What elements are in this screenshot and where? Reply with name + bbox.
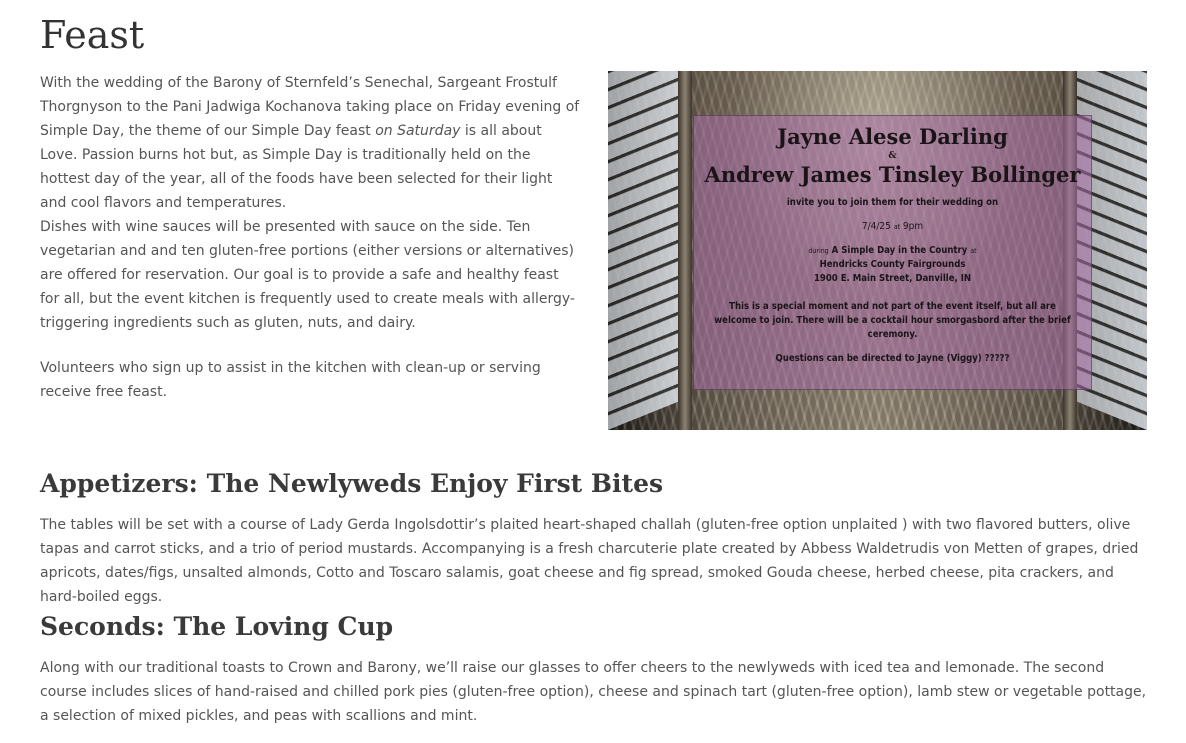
intro-text-part-2: is all about Love. Passion burns hot but, as Simple Day is traditionally held on the hottest day of the year, all of the foods have been selected for their light and cool flavors and temperatures.	[40, 123, 553, 211]
invitation-time: 9pm	[902, 221, 924, 232]
invitation-date-value: 7/4/25	[861, 221, 891, 232]
feast-intro	[40, 71, 580, 404]
intro-paragraph-1	[40, 71, 580, 215]
stone-pier-left	[678, 71, 692, 430]
appetizers-heading: Appetizers: The Newlyweds Enjoy First Bites	[40, 469, 664, 498]
invitation-invite-line: invite you to join them for their wedding on	[786, 197, 999, 208]
wedding-invitation-image	[608, 71, 1147, 430]
invitation-event-name: A Simple Day in the Country	[831, 245, 968, 256]
invitation-venue: Hendricks County Fairgrounds	[819, 259, 966, 270]
invitation-address: 1900 E. Main Street, Danville, IN	[813, 273, 972, 284]
seconds-text: Along with our traditional toasts to Crown and Barony, we’ll raise our glasses to offer cheers to the newlyweds with iced tea and lemonade. The second course includes slices of hand-raised and chilled pork pies (gluten-free option), cheese and spinach tart (gluten-free option), lamb stew or vegetable pottage, a selection of mixed pickles, and peas with scallions and mint.	[40, 660, 1147, 724]
invitation-at-word-2: at	[970, 247, 977, 255]
intro-text-part-1: With the wedding of the Barony of Sternfeld’s Senechal, Sargeant Frostulf Thorgnyson to the Pani Jadwiga Kochanova taking place on Friday evening of Simple Day, the theme of our Simple Day feast	[40, 75, 580, 139]
intro-paragraph-3: Volunteers who sign up to assist in the kitchen with clean-up or serving receive free feast.	[40, 360, 541, 400]
invitation-special-note: This is a special moment and not part of the event itself, but all are welcome to join. There will be a cocktail hour smorgasbord after the brief ceremony.	[714, 301, 1071, 340]
invitation-during-word: during	[808, 247, 829, 255]
seconds-heading: Seconds: The Loving Cup	[40, 612, 394, 641]
invitation-at-word: at	[893, 223, 901, 231]
intro-emphasis: on Saturday	[375, 123, 461, 139]
intro-paragraph-2: Dishes with wine sauces will be presented with sauce on the side. Ten vegetarian and and ten gluten-free portions (either versions or alternatives) are offered for reservation. Our goal is to provide a safe and healthy feast for all, but the event kitchen is frequently used to create meals with allergy-triggering ingredients such as gluten, nuts, and dairy.	[40, 219, 575, 331]
invitation-card	[693, 115, 1092, 390]
page-title: Feast	[40, 13, 145, 57]
appetizers-text: The tables will be set with a course of Lady Gerda Ingolsdottir’s plaited heart-shaped challah (gluten-free option unplaited ) with two flavored butters, olive tapas and carrot sticks, and a trio of period mustards. Accompanying is a fresh charcuterie plate created by Abbess Waldetrudis von Metten of grapes, dried apricots, dates/figs, unsalted almonds, Cotto and Toscaro salamis, goat cheese and fig spread, smoked Gouda cheese, herbed cheese, pita crackers, and hard-boiled eggs.	[40, 517, 1139, 605]
invitation-event	[694, 244, 1091, 258]
invitation-date	[694, 220, 1091, 234]
stained-window-left	[608, 71, 678, 430]
invitation-name-bride: Jayne Alese Darling	[777, 124, 1008, 149]
invitation-questions: Questions can be directed to Jayne (Viggy) ?????	[775, 353, 1010, 364]
invitation-ampersand: &	[888, 151, 897, 161]
invitation-name-groom: Andrew James Tinsley Bollinger	[704, 162, 1081, 187]
